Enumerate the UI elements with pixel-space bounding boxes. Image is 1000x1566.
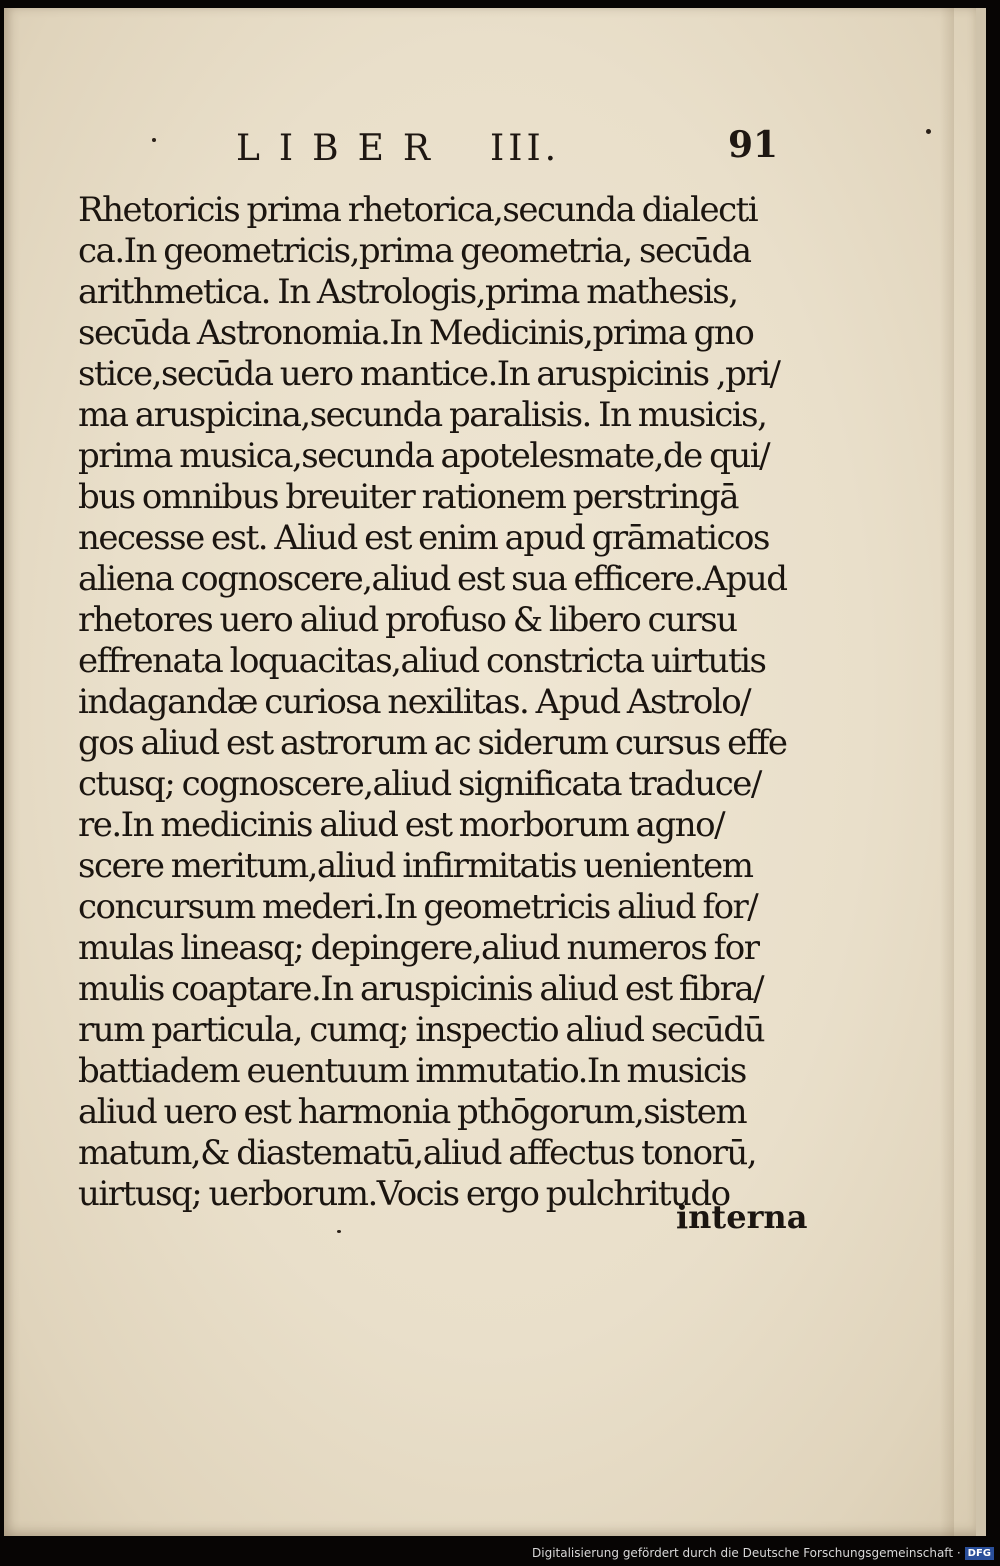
- text-line: aliena cognoscere,aliud est sua efficere.Apud: [78, 559, 787, 599]
- text-line: concursum mederi.In geometricis aliud for/: [78, 887, 758, 927]
- digitization-credit: [532, 1542, 994, 1564]
- page-edge-shadow: [940, 8, 954, 1536]
- catchword: interna: [676, 1198, 808, 1236]
- text-line: uirtusq; uerborum.Vocis ergo pulchritudo: [78, 1174, 730, 1214]
- text-line: gos aliud est astrorum ac siderum cursus effe: [78, 723, 787, 763]
- text-line: stice,secūda uero mantice.In aruspicinis ,pri/: [78, 354, 780, 394]
- text-line: effrenata loquacitas,aliud constricta uirtutis: [78, 641, 766, 681]
- text-line: mulas lineasq; depingere,aliud numeros for: [78, 928, 759, 968]
- text-line: indagandæ curiosa nexilitas. Apud Astrolo/: [78, 682, 751, 722]
- running-head: [0, 124, 1000, 178]
- text-line: bus omnibus breuiter rationem perstringā: [78, 477, 738, 517]
- dfg-logo: DFG: [965, 1547, 994, 1560]
- credit-text: Digitalisierung gefördert durch die Deutsche Forschungsgemeinschaft ·: [532, 1546, 961, 1560]
- text-line: mulis coaptare.In aruspicinis aliud est fibra/: [78, 969, 764, 1009]
- text-line: aliud uero est harmonia pthōgorum,sistem: [78, 1092, 747, 1132]
- text-line: ca.In geometricis,prima geometria, secūda: [78, 231, 751, 271]
- ink-speck: [337, 1230, 341, 1233]
- text-line: re.In medicinis aliud est morborum agno/: [78, 805, 725, 845]
- text-line: rhetores uero aliud profuso & libero cursu: [78, 600, 737, 640]
- running-head-title: LIBER: [236, 128, 449, 169]
- text-line: secūda Astronomia.In Medicinis,prima gno: [78, 313, 754, 353]
- text-line: prima musica,secunda apotelesmate,de qui/: [78, 436, 770, 476]
- text-line: rum particula, cumq; inspectio aliud secūdū: [78, 1010, 765, 1050]
- text-line: arithmetica. In Astrologis,prima mathesis,: [78, 272, 738, 312]
- text-line: necesse est. Aliud est enim apud grāmaticos: [78, 518, 769, 558]
- text-line: ctusq; cognoscere,aliud significata traduce/: [78, 764, 761, 804]
- folio-number: 91: [728, 124, 779, 166]
- running-head-book-number: III.: [490, 128, 561, 169]
- text-line: battiadem euentuum immutatio.In musicis: [78, 1051, 746, 1091]
- text-line: Rhetoricis prima rhetorica,secunda dialecti: [78, 190, 758, 230]
- text-line: ma aruspicina,secunda paralisis. In musicis,: [78, 395, 767, 435]
- text-line: scere meritum,aliud infirmitatis uenientem: [78, 846, 753, 886]
- text-line: matum,& diastematū,aliud affectus tonorū,: [78, 1133, 757, 1173]
